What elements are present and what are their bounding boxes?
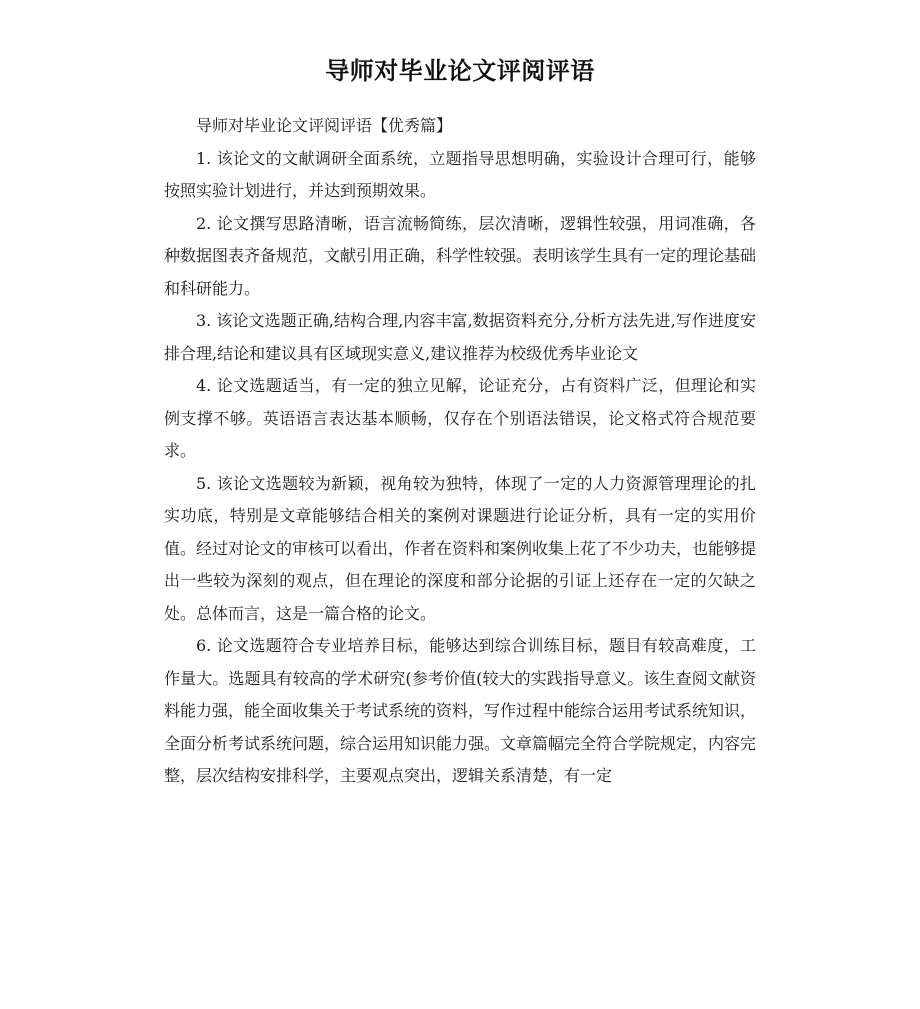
document-title: 导师对毕业论文评阅评语 [325,57,595,85]
paragraph-1: 1. 该论文的文献调研全面系统，立题指导思想明确，实验设计合理可行，能够按照实验计划进行，并达到预期效果。 [164,148,756,200]
document-body [164,110,756,793]
subtitle-paragraph: 导师对毕业论文评阅评语【优秀篇】 [196,116,453,135]
paragraph-5: 5. 该论文选题较为新颖，视角较为独特，体现了一定的人力资源管理理论的扎实功底，特别是文章能够结合相关的案例对课题进行论证分析，具有一定的实用价值。经过对论文的审核可以看出，作者在资料和案例收集上花了不少功夫，也能够提出一些较为深刻的观点，但在理论的深度和部分论据的引证上还存在一定的欠缺之处。总体而言，这是一篇合格的论文。 [164,473,757,623]
paragraph-6: 6. 论文选题符合专业培养目标，能够达到综合训练目标，题目有较高难度，工作量大。选题具有较高的学术研究(参考价值(较大的实践指导意义。该生查阅文献资料能力强，能全面收集关于考试系统的资料，写作过程中能综合运用考试系统知识，全面分析考试系统问题，综合运用知识能力强。文章篇幅完全符合学院规定，内容完整，层次结构安排科学，主要观点突出，逻辑关系清楚，有一定 [164,636,757,785]
paragraph-4: 4. 论文选题适当，有一定的独立见解，论证充分，占有资料广泛，但理论和实例支撑不够。英语语言表达基本顺畅，仅存在个别语法错误，论文格式符合规范要求。 [164,376,756,460]
paragraph-2: 2. 论文撰写思路清晰，语言流畅简练，层次清晰，逻辑性较强，用词准确，各种数据图表齐备规范，文献引用正确，科学性较强。表明该学生具有一定的理论基础和科研能力。 [164,213,757,298]
paragraph-3: 3. 该论文选题正确,结构合理,内容丰富,数据资料充分,分析方法先进,写作进度安排合理,结论和建议具有区域现实意义,建议推荐为校级优秀毕业论文 [164,311,756,363]
